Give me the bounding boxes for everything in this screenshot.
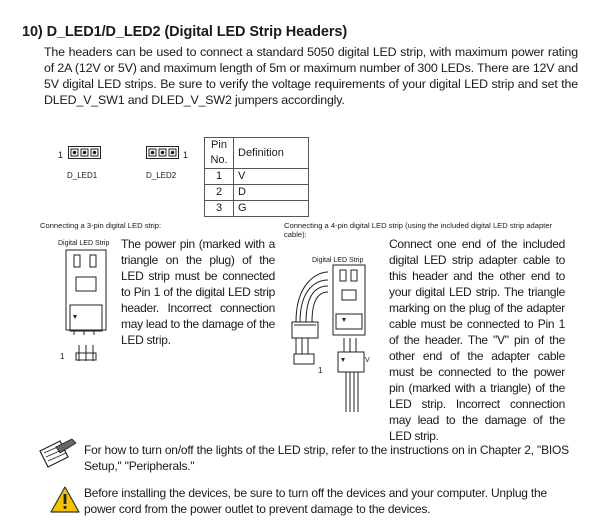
four-pin-text: Connect one end of the included digital LED strip adapter cable to this header and the other end to your digital LED strip. The triangle marking on the plug of the adapter cable must be connected to Pin 1 of the header. The "V" pin of the other end of the adapter cable must be connected to the power pin (marked with a triangle) of the LED strip. Incorrect connection may lead to the damage of the LED strip.: [389, 237, 565, 443]
three-pin-text: The power pin (marked with a triangle on the plug) of the LED strip must be connected to Pin 1 of the digital LED strip header. Incorrect connection may lead to the damage of the LED strip.: [121, 237, 275, 347]
def-cell: D: [234, 185, 309, 201]
bios-note-text: For how to turn on/off the lights of the LED strip, refer to the instructions on in Chapter 2, "BIOS Setup," "Peripherals.": [84, 443, 569, 473]
section-intro: The headers can be used to connect a standard 5050 digital LED strip, with maximum power rating of 2A (12V or 5V) and maximum length of 5m or maximum number of 300 LEDs. There are 12V and 5V digital LED strips. Be sure to verify the voltage requirements of your digital LED strip and set the DLED_V_SW1 and DLED_V_SW2 jumpers accordingly.: [44, 45, 578, 107]
pin-cell: 2: [205, 185, 234, 201]
three-pin-caption: Connecting a 3-pin digital LED strip:: [40, 221, 162, 230]
warning-icon: [50, 486, 80, 513]
four-pin-caption: Connecting a 4-pin digital LED strip (using the included digital LED strip adapter cable):: [284, 221, 553, 239]
d-led1-header-diagram: [68, 146, 102, 160]
table-row: [205, 201, 309, 217]
four-pin-adapter-diagram: [288, 262, 388, 420]
d-led2-label: D_LED2: [146, 171, 177, 180]
note-pencil-icon: [38, 437, 78, 469]
def-cell: V: [234, 169, 309, 185]
d-led2-header-diagram: [146, 146, 180, 160]
pin-cell: 1: [205, 169, 234, 185]
three-pin-strip-label: Digital LED Strip: [58, 240, 110, 247]
section-title: 10) D_LED1/D_LED2 (Digital LED Strip Headers): [22, 24, 348, 40]
four-pin-v-label: V: [365, 357, 370, 364]
table-header-row: [205, 138, 309, 169]
col-def-header: Definition: [234, 138, 309, 169]
table-row: [205, 169, 309, 185]
four-pin-pin1-marker: 1: [318, 366, 323, 375]
d-led1-label: D_LED1: [67, 171, 98, 180]
pin-definition-table: [204, 137, 309, 217]
header-pin1-marker-2: 1: [183, 150, 189, 160]
header-pin1-marker: 1: [58, 150, 64, 160]
four-pin-strip-label: Digital LED Strip: [312, 257, 364, 264]
table-row: [205, 185, 309, 201]
warning-note-text: Before installing the devices, be sure to turn off the devices and your computer. Unplug the power cord from the power outlet to prevent damage to the devices.: [84, 486, 548, 516]
def-cell: G: [234, 201, 309, 217]
col-pin-header: Pin No.: [205, 138, 234, 169]
three-pin-pin1-marker: 1: [60, 352, 65, 361]
three-pin-connector-diagram: [64, 249, 110, 369]
pin-cell: 3: [205, 201, 234, 217]
